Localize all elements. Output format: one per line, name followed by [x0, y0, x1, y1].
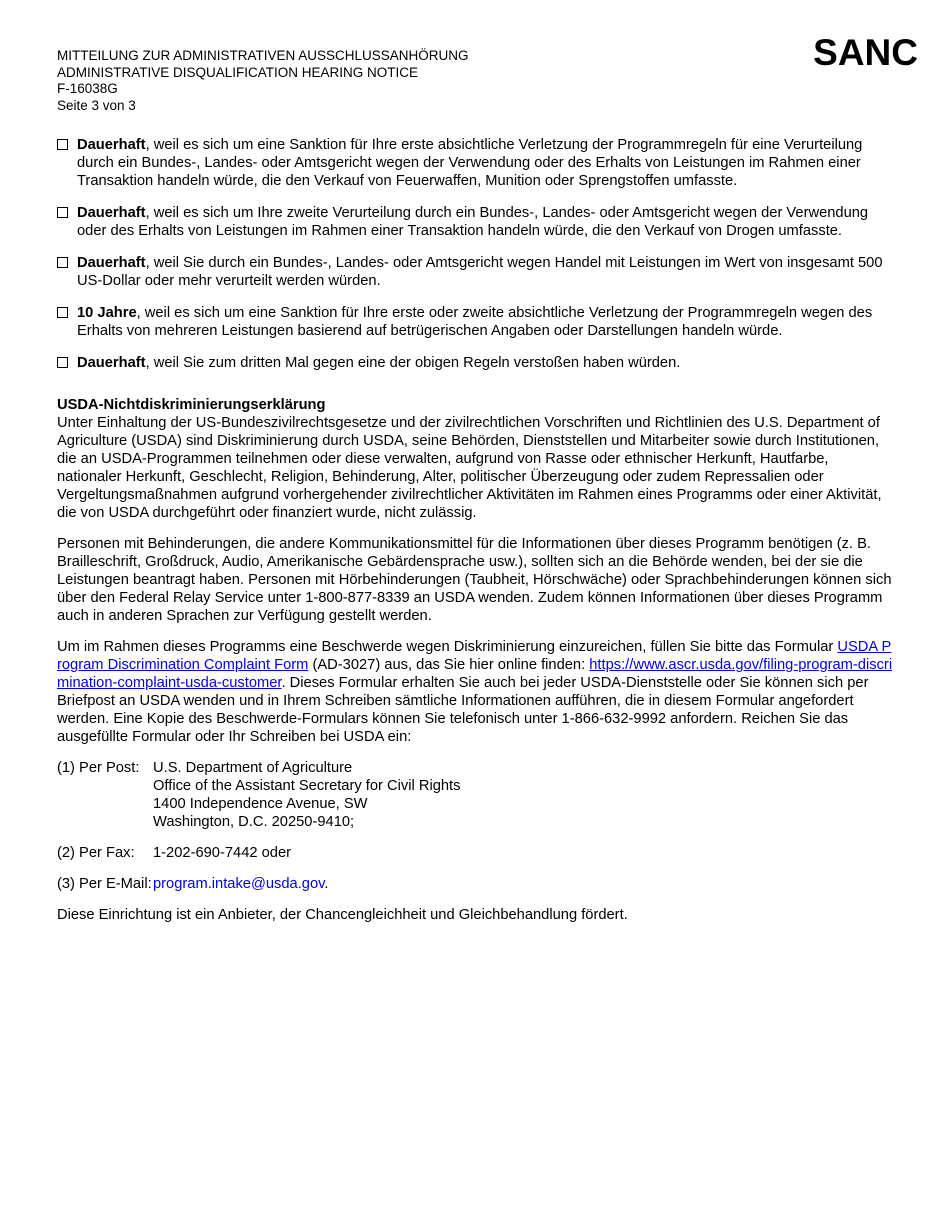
sanction-lead: 10 Jahre	[77, 305, 137, 321]
sanction-lead: Dauerhaft	[77, 137, 146, 153]
address-line-street: 1400 Independence Avenue, SW	[153, 796, 368, 812]
email-value	[153, 875, 893, 893]
equal-opportunity-statement: Diese Einrichtung ist ein Anbieter, der Chancengleichheit und Gleichbehandlung fördert.	[57, 907, 628, 923]
contact-row-fax	[57, 844, 893, 862]
sanction-list	[57, 136, 893, 372]
complaint-paragraph	[57, 638, 893, 746]
nondiscrimination-paragraph-2: Personen mit Behinderungen, die andere Kommunikationsmittel für die Informationen über dieses Programm benötigen (z. B. Brailleschrift, Großdruck, Audio, Amerikanische Gebärdensprache usw.), sollten sich an die Behörde wenden, bei der sie die Leistungen beantragt haben. Personen mit Hörbehinderungen (Taubheit, Hörschwäche) oder Sprachbehinderungen können sich über den Federal Relay Service unter 1-800-877-8339 an USDA wenden. Zudem können Informationen über dieses Programm auch in anderen Sprachen zur Verfügung gestellt werden.	[57, 536, 892, 624]
nondiscrimination-section	[57, 396, 893, 924]
sanction-lead: Dauerhaft	[77, 205, 146, 221]
form-number: F-16038G	[57, 81, 118, 96]
sanction-lead: Dauerhaft	[77, 355, 146, 371]
email-suffix: .	[324, 876, 329, 892]
sanction-checkbox[interactable]	[57, 139, 68, 150]
contact-label-fax: (2) Per Fax:	[57, 845, 135, 861]
nondiscrimination-heading: USDA-Nichtdiskriminierungserklärung	[57, 397, 326, 413]
contact-label-post: (1) Per Post:	[57, 760, 140, 776]
sanction-text: , weil es sich um eine Sanktion für Ihre erste oder zweite absichtliche Verletzung der Programmregeln wegen des Erhalts von mehreren Leistungen basierend auf betrügerischen Angaben oder Darstellungen handeln würde.	[77, 305, 873, 339]
sanction-item-drugs	[57, 204, 893, 240]
ascr-url-link[interactable]: https://www.ascr.usda.gov/filing-program-discrimination-complaint-usda-customer	[57, 657, 893, 691]
sanction-text: , weil es sich um eine Sanktion für Ihre erste absichtliche Verletzung der Programmregeln für eine Verurteilung durch ein Bundes-, Landes- oder Amtsgericht wegen der Verwendung oder des Erhalts von Leistungen im Rahmen einer Transaktion handeln würde, die den Verkauf von Feuerwaffen, Munition oder Sprengstoffen umfasste.	[77, 137, 863, 189]
sanction-text: , weil es sich um Ihre zweite Verurteilung durch ein Bundes-, Landes- oder Amtsgericht wegen der Verwendung oder des Erhalts von Leistungen im Rahmen einer Transaktion handeln würde, die den Verkauf von Drogen umfasste.	[77, 205, 869, 239]
email-link[interactable]: program.intake@usda.gov	[153, 876, 325, 892]
sanction-lead: Dauerhaft	[77, 255, 146, 271]
sanction-item-third-violation	[57, 354, 893, 372]
address-line-office: Office of the Assistant Secretary for Civil Rights	[153, 778, 461, 794]
complaint-text-3: . Dieses Formular erhalten Sie auch bei jeder USDA-Dienststelle oder Sie können sich per Briefpost an USDA wenden und in Ihrem Schreiben sämtliche Informationen aufführen, die in diesem Formular angefordert werden. Eine Kopie des Beschwerde-Formulars können Sie telefonisch unter 1-866-632-9992 anfordern. Reichen Sie das ausgefüllte Formular oder Ihr Schreiben bei USDA ein:	[57, 675, 869, 745]
complaint-text-2: (AD-3027) aus, das Sie hier online finden:	[308, 657, 590, 673]
sanction-checkbox[interactable]	[57, 257, 68, 268]
document-header	[57, 48, 893, 114]
sanction-item-ten-years	[57, 304, 893, 340]
form-title-english: ADMINISTRATIVE DISQUALIFICATION HEARING NOTICE	[57, 64, 419, 80]
sanction-checkbox[interactable]	[57, 207, 68, 218]
page-indicator: Seite 3 von 3	[57, 97, 136, 113]
contact-row-post	[57, 759, 893, 831]
sanction-item-firearms	[57, 136, 893, 190]
contact-address-block	[153, 759, 893, 831]
sanction-item-trafficking	[57, 254, 893, 290]
sanction-checkbox[interactable]	[57, 357, 68, 368]
fax-number: 1-202-690-7442 oder	[153, 845, 292, 861]
nondiscrimination-paragraph-1: Unter Einhaltung der US-Bundeszivilrechtsgesetze und der zivilrechtlichen Vorschriften und Richtlinien des U.S. Department of Agriculture (USDA) sind Diskriminierung durch USDA, seine Behörden, Dienststellen und Mitarbeiter sowie durch Institutionen, die an USDA-Programmen teilnehmen oder diese verwalten, aufgrund von Rasse oder ethnischer Herkunft, Hautfarbe, nationaler Herkunft, Geschlecht, Religion, Behinderung, Alter, politischer Überzeugung oder zudem Repressalien oder Vergeltungsmaßnahmen aufgrund vorhergehender zivilrechtlicher Aktivitäten im Rahmen eines Programms oder einer Aktivität, die von USDA durchgeführt oder finanziert wurde, nicht zulässig.	[57, 415, 882, 521]
contact-row-email	[57, 875, 893, 893]
sanction-text: , weil Sie durch ein Bundes-, Landes- oder Amtsgericht wegen Handel mit Leistungen im Wert von insgesamt 500 US-Dollar oder mehr verurteilt werden würden.	[77, 255, 883, 289]
complaint-text-1: Um im Rahmen dieses Programms eine Beschwerde wegen Diskriminierung einzureichen, füllen Sie bitte das Formular	[57, 639, 838, 655]
address-line-city: Washington, D.C. 20250-9410;	[153, 814, 355, 830]
contact-label-email: (3) Per E-Mail:	[57, 876, 152, 892]
sanction-checkbox[interactable]	[57, 307, 68, 318]
form-title-german: MITTEILUNG ZUR ADMINISTRATIVEN AUSSCHLUSSANHÖRUNG	[57, 48, 469, 63]
address-line-department: U.S. Department of Agriculture	[153, 760, 353, 776]
complaint-form-link[interactable]: USDA Program Discrimination Complaint Form	[57, 639, 892, 673]
sanction-text: , weil Sie zum dritten Mal gegen eine der obigen Regeln verstoßen haben würden.	[145, 355, 681, 371]
corner-mark-sanc: SANC	[813, 32, 918, 73]
